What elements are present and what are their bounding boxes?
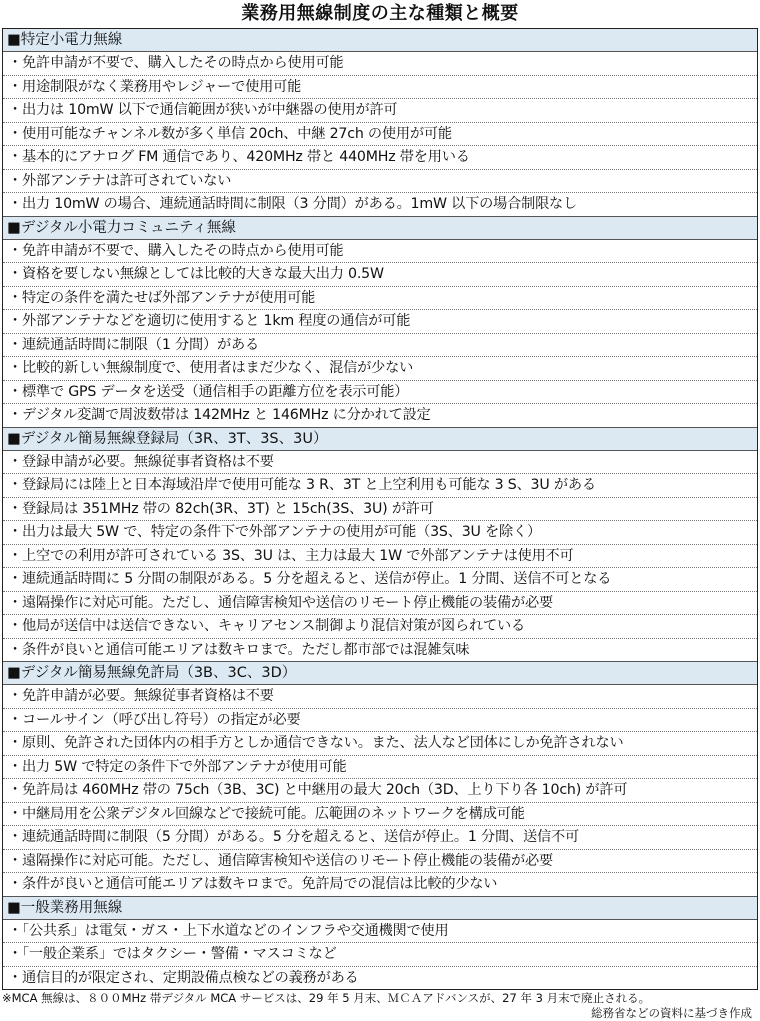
section <box>3 427 757 662</box>
list-item: ・標準で GPS データを送受（通信相手の距離方位を表示可能） <box>3 381 757 405</box>
list-item: ・基本的にアナログ FM 通信であり、420MHz 帯と 440MHz 帯を用いる <box>3 146 757 170</box>
list-item: ・外部アンテナなどを適切に使用すると 1km 程度の通信が可能 <box>3 310 757 334</box>
page-title: 業務用無線制度の主な種類と概要 <box>241 3 519 24</box>
section-header: ■デジタル簡易無線登録局（3R、3T、3S、3U） <box>3 427 757 451</box>
list-item: ・登録局は 351MHz 帯の 82ch(3R、3T) と 15ch(3S、3U) が許可 <box>3 498 757 522</box>
list-item: ・条件が良いと通信可能エリアは数キロまで。ただし都市部では混雑気味 <box>8 641 470 658</box>
list-item: ・条件が良いと通信可能エリアは数キロまで。免許局での混信は比較的少ない <box>8 876 498 892</box>
list-item: ・コールサイン（呼び出し符号）の指定が必要 <box>3 709 757 733</box>
list-item: ・免許局は 460MHz 帯の 75ch（3B、3C) と中継用の最大 20ch（3D、上り下り各 10ch) が許可 <box>3 779 757 803</box>
list-item: ・他局が送信中は送信できない、キャリアセンス制御より混信対策が図られている <box>3 615 757 639</box>
list-item: ・登録局には陸上と日本海域沿岸で使用可能な 3 R、3T と上空利用も可能な 3 S、3U がある <box>3 474 757 498</box>
section <box>3 661 757 896</box>
list-item: ・外部アンテナは許可されていない <box>3 170 757 194</box>
section <box>3 29 757 216</box>
list-item: ・連続通話時間に 5 分間の制限がある。5 分を超えると、送信が停止。1 分間、送信不可となる <box>3 568 757 592</box>
section-header: ■デジタル小電力コミュニティ無線 <box>3 216 757 240</box>
footnote: ※MCA 無線は、８００MHz 帯デジタル MCA サービスは、29 年 5 月末、ＭＣＡアドバンスが、27 年 3 月末で廃止される。 <box>2 991 651 1005</box>
list-item: ・登録申請が必要。無線従事者資格は不要 <box>3 451 757 475</box>
section-header: ■特定小電力無線 <box>3 29 757 52</box>
section-header: ■一般業務用無線 <box>3 896 757 920</box>
list-item: ・出力 5W で特定の条件下で外部アンテナが使用可能 <box>3 756 757 780</box>
list-item: ・出力 10mW の場合、連続通話時間に制限（3 分間）がある。1mW 以下の場合制限なし <box>8 196 578 212</box>
list-item: ・遠隔操作に対応可能。ただし、通信障害検知や送信のリモート停止機能の装備が必要 <box>3 592 757 616</box>
list-item: ・「公共系」は電気・ガス・上下水道などのインフラや交通機関で使用 <box>3 920 757 944</box>
list-item: ・遠隔操作に対応可能。ただし、通信障害検知や送信のリモート停止機能の装備が必要 <box>3 850 757 874</box>
list-item: ・上空での利用が許可されている 3S、3U は、主力は最大 1W で外部アンテナは使用不可 <box>3 545 757 569</box>
section-header: ■デジタル簡易無線免許局（3B、3C、3D） <box>3 661 757 685</box>
list-item: ・用途制限がなく業務用やレジャーで使用可能 <box>3 76 757 100</box>
list-item: ・「一般企業系」ではタクシー・警備・マスコミなど <box>3 943 757 967</box>
list-item: ・原則、免許された団体内の相手方としか通信できない。また、法人など団体にしか免許されない <box>3 732 757 756</box>
list-item: ・使用可能なチャンネル数が多く単信 20ch、中継 27ch の使用が可能 <box>3 123 757 147</box>
list-item: ・免許申請が不要で、購入したその時点から使用可能 <box>3 240 757 264</box>
list-item: ・資格を要しない無線としては比較的大きな最大出力 0.5W <box>3 263 757 287</box>
list-item: ・出力は最大 5W で、特定の条件下で外部アンテナの使用が可能（3S、3U を除く） <box>3 521 757 545</box>
list-item: ・連続通話時間に制限（1 分間）がある <box>3 334 757 358</box>
list-item: ・デジタル変調で周波数帯は 142MHz と 146MHz に分かれて設定 <box>8 407 431 423</box>
list-item: ・通信目的が限定され、定期設備点検などの義務がある <box>8 969 359 986</box>
list-item: ・比較的新しい無線制度で、使用者はまだ少なく、混信が少ない <box>3 357 757 381</box>
source-note: 総務省などの資料に基づき作成 <box>591 1006 752 1020</box>
radio-systems-table <box>2 28 758 990</box>
list-item: ・出力は 10mW 以下で通信範囲が狭いが中継器の使用が許可 <box>3 99 757 123</box>
section <box>3 896 757 990</box>
list-item: ・免許申請が不要で、購入したその時点から使用可能 <box>3 52 757 76</box>
list-item: ・連続通話時間に制限（5 分間）がある。5 分を超えると、送信が停止。1 分間、送信不可 <box>3 826 757 850</box>
list-item: ・特定の条件を満たせば外部アンテナが使用可能 <box>3 287 757 311</box>
list-item: ・中継局用を公衆デジタル回線などで接続可能。広範囲のネットワークを構成可能 <box>3 803 757 827</box>
list-item: ・免許申請が必要。無線従事者資格は不要 <box>3 685 757 709</box>
section <box>3 216 757 427</box>
